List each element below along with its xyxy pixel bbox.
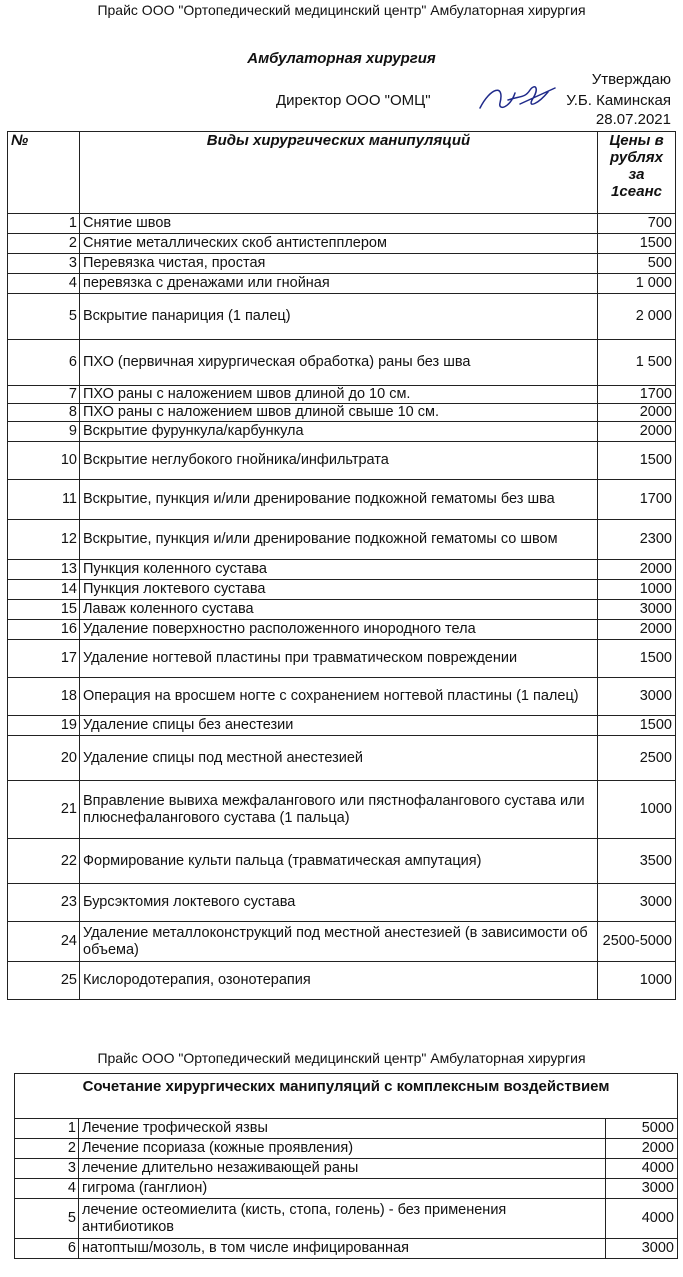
table-row — [8, 340, 676, 386]
row-price: 4000 — [605, 1159, 677, 1179]
row-price: 3000 — [598, 678, 676, 716]
row-service-name: ПХО раны с наложением швов длиной свыше 10 см. — [80, 404, 598, 422]
row-price: 4000 — [605, 1199, 677, 1239]
row-service-name: лечение длительно незаживающей раны — [79, 1159, 606, 1179]
row-number: 20 — [8, 736, 80, 781]
row-price: 2000 — [598, 620, 676, 640]
table-row — [8, 386, 676, 404]
table-row — [8, 736, 676, 781]
row-price: 2000 — [598, 404, 676, 422]
row-number: 11 — [8, 480, 80, 520]
table-row — [8, 962, 676, 1000]
row-number: 6 — [15, 1239, 79, 1259]
table-row — [8, 781, 676, 839]
row-price: 2500-5000 — [598, 922, 676, 962]
row-number: 16 — [8, 620, 80, 640]
page-header-2: Прайс ООО "Ортопедический медицинский центр" Амбулаторная хирургия — [97, 1050, 586, 1066]
row-number: 6 — [8, 340, 80, 386]
column-header-name: Виды хирургических манипуляций — [80, 132, 598, 214]
table-row — [15, 1119, 678, 1139]
row-number: 25 — [8, 962, 80, 1000]
row-service-name: Пункция коленного сустава — [80, 560, 598, 580]
row-service-name: Пункция локтевого сустава — [80, 580, 598, 600]
row-number: 9 — [8, 422, 80, 442]
table-row — [8, 640, 676, 678]
row-service-name: Снятие металлических скоб антистепплером — [80, 234, 598, 254]
row-number: 8 — [8, 404, 80, 422]
row-service-name: лечение остеомиелита (кисть, стопа, голень) - без применения антибиотиков — [79, 1199, 606, 1239]
row-number: 10 — [8, 442, 80, 480]
table-row — [8, 922, 676, 962]
approver-name: У.Б. Каминская — [566, 92, 671, 109]
combo-caption: Сочетание хирургических манипуляций с комплексным воздействием — [15, 1074, 678, 1119]
row-number: 1 — [15, 1119, 79, 1139]
row-price: 1 500 — [598, 340, 676, 386]
table-row — [15, 1159, 678, 1179]
row-number: 7 — [8, 386, 80, 404]
table-row — [8, 716, 676, 736]
table-row — [15, 1239, 678, 1259]
row-price: 5000 — [605, 1119, 677, 1139]
table-row — [8, 294, 676, 340]
table-row — [8, 580, 676, 600]
row-price: 3000 — [598, 600, 676, 620]
row-service-name: Бурсэктомия локтевого сустава — [80, 884, 598, 922]
row-service-name: Лечение псориаза (кожные проявления) — [79, 1139, 606, 1159]
approve-date: 28.07.2021 — [595, 111, 671, 128]
price-table — [7, 131, 676, 1000]
table-row — [8, 480, 676, 520]
row-service-name: ПХО (первичная хирургическая обработка) раны без шва — [80, 340, 598, 386]
director-label: Директор ООО "ОМЦ" — [276, 92, 431, 109]
row-number: 2 — [15, 1139, 79, 1159]
table-row — [8, 560, 676, 580]
row-number: 21 — [8, 781, 80, 839]
row-price: 1500 — [598, 234, 676, 254]
row-price: 3500 — [598, 839, 676, 884]
row-price: 500 — [598, 254, 676, 274]
table-row — [8, 254, 676, 274]
row-service-name: Снятие швов — [80, 214, 598, 234]
row-number: 24 — [8, 922, 80, 962]
row-number: 18 — [8, 678, 80, 716]
row-number: 15 — [8, 600, 80, 620]
row-service-name: Удаление ногтевой пластины при травматическом повреждении — [80, 640, 598, 678]
page-header: Прайс ООО "Ортопедический медицинский центр" Амбулаторная хирургия — [97, 2, 586, 18]
row-price: 3000 — [605, 1179, 677, 1199]
row-price: 700 — [598, 214, 676, 234]
table-row — [15, 1199, 678, 1239]
row-service-name: Перевязка чистая, простая — [80, 254, 598, 274]
row-service-name: Удаление металлоконструкций под местной анестезией (в зависимости об объема) — [80, 922, 598, 962]
row-number: 4 — [15, 1179, 79, 1199]
combo-table — [14, 1073, 678, 1259]
row-service-name: Лечение трофической язвы — [79, 1119, 606, 1139]
row-price: 1000 — [598, 580, 676, 600]
row-service-name: Вскрытие неглубокого гнойника/инфильтрата — [80, 442, 598, 480]
row-number: 14 — [8, 580, 80, 600]
row-price: 2000 — [598, 422, 676, 442]
table-row — [8, 214, 676, 234]
row-number: 3 — [8, 254, 80, 274]
row-price: 1 000 — [598, 274, 676, 294]
table-row — [8, 404, 676, 422]
table-row — [8, 678, 676, 716]
row-price: 2500 — [598, 736, 676, 781]
section-title: Амбулаторная хирургия — [247, 50, 436, 67]
row-price: 2000 — [605, 1139, 677, 1159]
row-number: 3 — [15, 1159, 79, 1179]
row-number: 1 — [8, 214, 80, 234]
row-number: 19 — [8, 716, 80, 736]
row-service-name: Вскрытие панариция (1 палец) — [80, 294, 598, 340]
row-service-name: Формирование культи пальца (травматическая ампутация) — [80, 839, 598, 884]
table-row — [8, 839, 676, 884]
row-price: 2 000 — [598, 294, 676, 340]
table-row — [8, 884, 676, 922]
table-row — [15, 1139, 678, 1159]
row-number: 12 — [8, 520, 80, 560]
row-number: 5 — [8, 294, 80, 340]
table-row — [8, 442, 676, 480]
column-header-price: Цены в рублях за 1сеанс — [598, 132, 676, 214]
approve-label: Утверждаю — [591, 71, 671, 88]
row-service-name: Лаваж коленного сустава — [80, 600, 598, 620]
row-service-name: Вправление вывиха межфалангового или пястнофалангового сустава или плюснефалангового сустава (1 пальца) — [80, 781, 598, 839]
column-header-number: № — [8, 132, 80, 214]
row-number: 22 — [8, 839, 80, 884]
table-row — [15, 1179, 678, 1199]
row-price: 1700 — [598, 480, 676, 520]
row-price: 1500 — [598, 716, 676, 736]
table-row — [8, 274, 676, 294]
row-price: 1000 — [598, 781, 676, 839]
row-service-name: Удаление спицы без анестезии — [80, 716, 598, 736]
row-service-name: ПХО раны с наложением швов длиной до 10 см. — [80, 386, 598, 404]
table-row — [8, 234, 676, 254]
row-service-name: перевязка с дренажами или гнойная — [80, 274, 598, 294]
row-price: 3000 — [598, 884, 676, 922]
row-price: 1500 — [598, 640, 676, 678]
row-price: 1500 — [598, 442, 676, 480]
row-service-name: натоптыш/мозоль, в том числе инфицированная — [79, 1239, 606, 1259]
combo-caption-row — [15, 1074, 678, 1119]
row-service-name: Операция на вросшем ногте с сохранением ногтевой пластины (1 палец) — [80, 678, 598, 716]
row-service-name: Вскрытие, пункция и/или дренирование подкожной гематомы со швом — [80, 520, 598, 560]
table-row — [8, 520, 676, 560]
table-row — [8, 620, 676, 640]
table-row — [8, 600, 676, 620]
row-price: 3000 — [605, 1239, 677, 1259]
row-service-name: Вскрытие, пункция и/или дренирование подкожной гематомы без шва — [80, 480, 598, 520]
row-number: 2 — [8, 234, 80, 254]
row-service-name: Кислородотерапия, озонотерапия — [80, 962, 598, 1000]
row-price: 2000 — [598, 560, 676, 580]
row-number: 13 — [8, 560, 80, 580]
table-header-row — [8, 132, 676, 214]
row-price: 2300 — [598, 520, 676, 560]
row-service-name: Вскрытие фурункула/карбункула — [80, 422, 598, 442]
row-number: 5 — [15, 1199, 79, 1239]
row-number: 17 — [8, 640, 80, 678]
row-service-name: Удаление поверхностно расположенного инородного тела — [80, 620, 598, 640]
row-number: 4 — [8, 274, 80, 294]
row-number: 23 — [8, 884, 80, 922]
table-row — [8, 422, 676, 442]
signature-icon — [470, 78, 560, 118]
row-price: 1000 — [598, 962, 676, 1000]
row-price: 1700 — [598, 386, 676, 404]
row-service-name: Удаление спицы под местной анестезией — [80, 736, 598, 781]
row-service-name: гигрома (ганглион) — [79, 1179, 606, 1199]
